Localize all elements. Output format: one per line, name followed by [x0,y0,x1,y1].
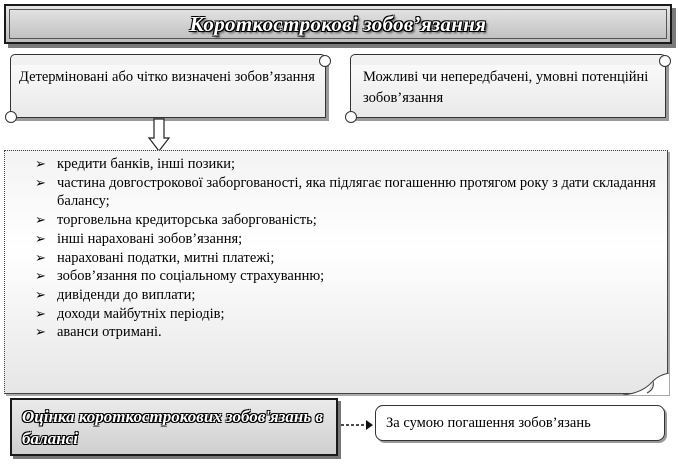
diagram-title: Короткострокові зобов’язання [189,11,487,36]
list-item: ➢ дивіденди до виплати; [35,286,196,303]
arrow-bullet-icon: ➢ [35,324,46,340]
arrow-bullet-icon: ➢ [35,230,46,246]
list-item: ➢ кредити банків, інші позики; [35,156,236,172]
arrow-bullet-icon: ➢ [35,174,46,190]
liabilities-list [5,151,667,342]
arrow-bullet-icon: ➢ [35,212,46,228]
scroll-top-edge [10,54,326,65]
list-item: ➢ частина довгострокової заборгованості, яка підлягає погашенню протягом року з дати складання балансу; [35,174,656,210]
arrow-bullet-icon: ➢ [35,249,46,265]
title-banner [4,4,672,44]
down-arrow-icon [148,118,170,152]
list-item: ➢ торговельна кредиторська заборгованість; [35,212,317,229]
scroll-curl [319,55,331,67]
list-item: ➢ зобов’язання по соціальному страхуванню; [35,268,325,285]
arrow-bullet-icon: ➢ [35,156,46,171]
evaluation-text: Оцінка короткострокових зобов'язань в балансі [22,407,323,448]
arrow-bullet-icon: ➢ [35,268,46,284]
evaluation-box [10,398,338,456]
list-item: ➢ доходи майбутніх періодів; [35,305,225,322]
arrow-bullet-icon: ➢ [35,286,46,302]
right-arrow-icon [340,418,374,432]
contingent-liabilities-box [350,62,666,118]
scroll-curl [5,111,17,123]
determined-liabilities-box [10,62,326,118]
list-item: ➢ нараховані податки, митні платежі; [35,249,275,266]
arrow-bullet-icon: ➢ [35,305,46,321]
contingent-liabilities-text: Можливі чи непередбачені, умовні потенційні зобов’язання [363,69,649,106]
liabilities-list-box [4,150,668,394]
scroll-curl [345,111,357,123]
folded-corner-icon [623,373,669,395]
repayment-amount-box [375,405,665,441]
scroll-curl [659,55,671,67]
list-item: ➢ інші нараховані зобов’язання; [35,230,243,247]
repayment-amount-text: За сумою погашення зобов’язань [386,414,591,431]
determined-liabilities-text: Детерміновані або чітко визначені зобов’язання [19,69,315,85]
scroll-top-edge [350,54,666,65]
list-item: ➢ аванси отримані. [35,324,162,341]
